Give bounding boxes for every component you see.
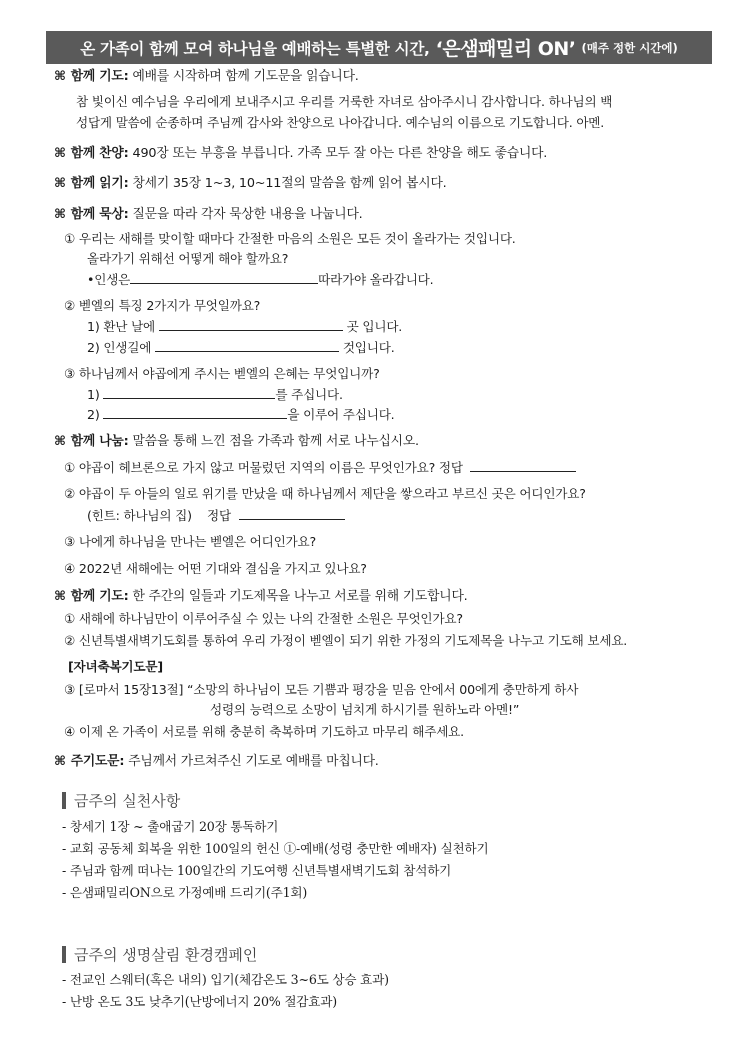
sharing-q2-hint (87, 505, 345, 525)
answer-blank[interactable] (103, 404, 287, 419)
command-mark-icon: ⌘ (54, 589, 66, 604)
section-reading (54, 174, 447, 193)
section-lords-prayer (54, 752, 379, 771)
practice-item: - 주님과 함께 떠나는 100일간의 기도여행 신년특별새벽기도회 참석하기 (62, 863, 452, 878)
heading-bar-icon (62, 946, 66, 963)
section-text: 말씀을 통해 느낀 점을 가족과 함께 서로 나누십시오. (132, 434, 419, 449)
answer-suffix: 을 이루어 주십니다. (287, 407, 395, 422)
section-label: 함께 나눔: (70, 434, 129, 449)
answer-suffix: 것입니다. (342, 340, 395, 355)
practice-heading (62, 790, 180, 811)
answer-blank[interactable] (130, 269, 318, 284)
section-label: 함께 묵상: (70, 207, 129, 222)
command-mark-icon: ⌘ (54, 754, 66, 769)
section-label: 함께 찬양: (70, 146, 129, 161)
answer-blank[interactable] (470, 457, 576, 472)
section-text: 490장 또는 부흥을 부릅니다. 가족 모두 잘 아는 다른 찬양을 해도 좋습니다. (132, 146, 548, 161)
meditation-q3-2 (87, 404, 394, 424)
answer-prefix: 1) 환난 날에 (87, 319, 155, 334)
prayer-item-1: ① 새해에 하나님만이 이루어주실 수 있는 나의 간절한 소원은 무엇인가요? (64, 611, 463, 626)
section-text: 창세기 35장 1~3, 10~11절의 말씀을 함께 읽어 봅시다. (132, 176, 447, 191)
blessing-prayer-title: [자녀축복기도문] (68, 659, 163, 674)
question-text: ① 야곱이 헤브론으로 가지 않고 머물렀던 지역의 이름은 무엇인가요? 정답 (64, 460, 463, 475)
banner-title: 온 가족이 함께 모여 하나님을 예배하는 특별한 시간, (80, 39, 430, 58)
section-text: 질문을 따라 각자 묵상한 내용을 나눕니다. (132, 207, 363, 222)
meditation-q1-cont: 올라가기 위해선 어떻게 해야 할까요? (87, 251, 289, 266)
meditation-q2-1 (87, 316, 402, 336)
command-mark-icon: ⌘ (54, 176, 66, 191)
meditation-q1-answer (87, 269, 433, 289)
practice-item: - 창세기 1장 ~ 출애굽기 20장 통독하기 (62, 819, 279, 834)
answer-prefix: 1) (87, 387, 100, 402)
meditation-q3-1 (87, 384, 343, 404)
sharing-q1 (64, 457, 576, 477)
banner-highlight: ‘은샘패밀리 ON’ (435, 38, 576, 60)
sharing-q3: ③ 나에게 하나님을 만나는 벧엘은 어디인가요? (64, 534, 316, 549)
question-text: (힌트: 하나님의 집) 정답 (87, 508, 231, 523)
section-opening-prayer (54, 67, 359, 86)
prayer-text-line-2: 성답게 말씀에 순종하며 주님께 감사와 찬양으로 나아갑니다. 예수님의 이름으로 기도합니다. 아멘. (76, 115, 605, 130)
prayer-item-3-cont: 성령의 능력으로 소망이 넘치게 하시기를 원하노라 아멘!” (210, 702, 520, 717)
meditation-q2: ② 벧엘의 특징 2가지가 무엇일까요? (64, 298, 261, 313)
sharing-q2: ② 야곱이 두 아들의 일로 위기를 만났을 때 하나님께서 제단을 쌓으라고 부르신 곳은 어디인가요? (64, 486, 586, 501)
heading-bar-icon (62, 792, 66, 809)
answer-blank[interactable] (239, 505, 345, 520)
heading-text: 금주의 생명살림 환경캠페인 (74, 946, 258, 964)
answer-blank[interactable] (159, 316, 343, 331)
practice-item: - 은샘패밀리ON으로 가정예배 드리기(주1회) (62, 885, 308, 900)
practice-item: - 교회 공동체 회복을 위한 100일의 헌신 ①-예배(성령 충만한 예배자) 실천하기 (62, 841, 489, 856)
prayer-item-3: ③ [로마서 15장13절] “소망의 하나님이 모든 기쁨과 평강을 믿음 안에서 00에게 충만하게 하사 (64, 682, 579, 697)
section-label: 함께 읽기: (70, 176, 129, 191)
answer-blank[interactable] (103, 384, 275, 399)
campaign-item: - 전교인 스웨터(혹은 내의) 입기(체감온도 3~6도 상승 효과) (62, 972, 389, 987)
prayer-item-4: ④ 이제 온 가족이 서로를 위해 충분히 축복하며 기도하고 마무리 해주세요. (64, 724, 464, 739)
section-text: 주님께서 가르쳐주신 기도로 예배를 마칩니다. (128, 754, 379, 769)
section-meditation (54, 205, 362, 224)
prayer-item-2: ② 신년특별새벽기도회를 통하여 우리 가정이 벧엘이 되기 위한 가정의 기도제목을 나누고 기도해 보세요. (64, 633, 628, 648)
header-banner (46, 31, 712, 64)
sharing-q4: ④ 2022년 새해에는 어떤 기대와 결심을 가지고 있나요? (64, 561, 367, 576)
section-sharing (54, 432, 419, 451)
campaign-item: - 난방 온도 3도 낮추기(난방에너지 20% 절감효과) (62, 994, 337, 1009)
section-label: 함께 기도: (70, 69, 129, 84)
section-praise (54, 144, 547, 163)
command-mark-icon: ⌘ (54, 434, 66, 449)
answer-suffix: 를 주십니다. (275, 387, 343, 402)
answer-prefix: •인생은 (87, 272, 131, 287)
section-prayer-together (54, 587, 468, 606)
campaign-heading (62, 944, 257, 965)
command-mark-icon: ⌘ (54, 207, 66, 222)
prayer-text-line-1: 참 빛이신 예수님을 우리에게 보내주시고 우리를 거룩한 자녀로 삼아주시니 감사합니다. 하나님의 백 (76, 94, 613, 109)
answer-prefix: 2) (87, 407, 100, 422)
section-label: 주기도문: (70, 754, 125, 769)
meditation-q2-2 (87, 337, 395, 357)
banner-subtitle: (매주 정한 시간에) (581, 40, 678, 55)
heading-text: 금주의 실천사항 (74, 792, 181, 810)
meditation-q1: ① 우리는 새해를 맞이할 때마다 간절한 마음의 소원은 모든 것이 올라가는 것입니다. (64, 231, 516, 246)
answer-blank[interactable] (155, 337, 339, 352)
answer-prefix: 2) 인생길에 (87, 340, 152, 355)
command-mark-icon: ⌘ (54, 69, 66, 84)
section-label: 함께 기도: (70, 589, 129, 604)
meditation-q3: ③ 하나님께서 야곱에게 주시는 벧엘의 은혜는 무엇입니까? (64, 366, 380, 381)
answer-suffix: 따라가야 올라갑니다. (318, 272, 434, 287)
section-text: 한 주간의 일들과 기도제목을 나누고 서로를 위해 기도합니다. (132, 589, 468, 604)
answer-suffix: 곳 입니다. (346, 319, 403, 334)
section-text: 예배를 시작하며 함께 기도문을 읽습니다. (132, 69, 359, 84)
command-mark-icon: ⌘ (54, 146, 66, 161)
